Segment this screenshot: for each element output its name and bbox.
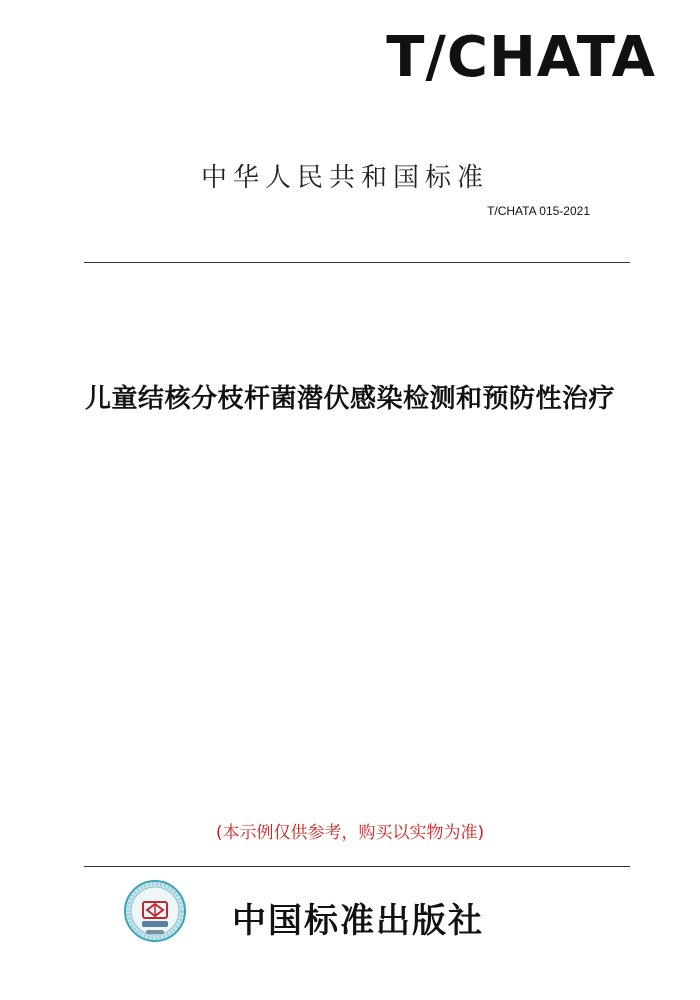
sample-disclaimer: (本示例仅供参考，购买以实物为准): [215, 823, 485, 843]
publisher-name: 中国标准出版社: [232, 901, 484, 941]
document-title: 儿童结核分枝杆菌潜伏感染检测和预防性治疗: [84, 384, 615, 414]
publisher-seal-icon: [124, 880, 186, 942]
association-code: T/CHATA: [386, 25, 656, 90]
bottom-divider: [84, 866, 630, 867]
national-standard-text: 中华人民共和国标准: [200, 163, 489, 193]
standard-number: T/CHATA 015-2021: [487, 204, 590, 218]
top-divider: [84, 262, 630, 263]
national-standard-label: [0, 157, 700, 194]
